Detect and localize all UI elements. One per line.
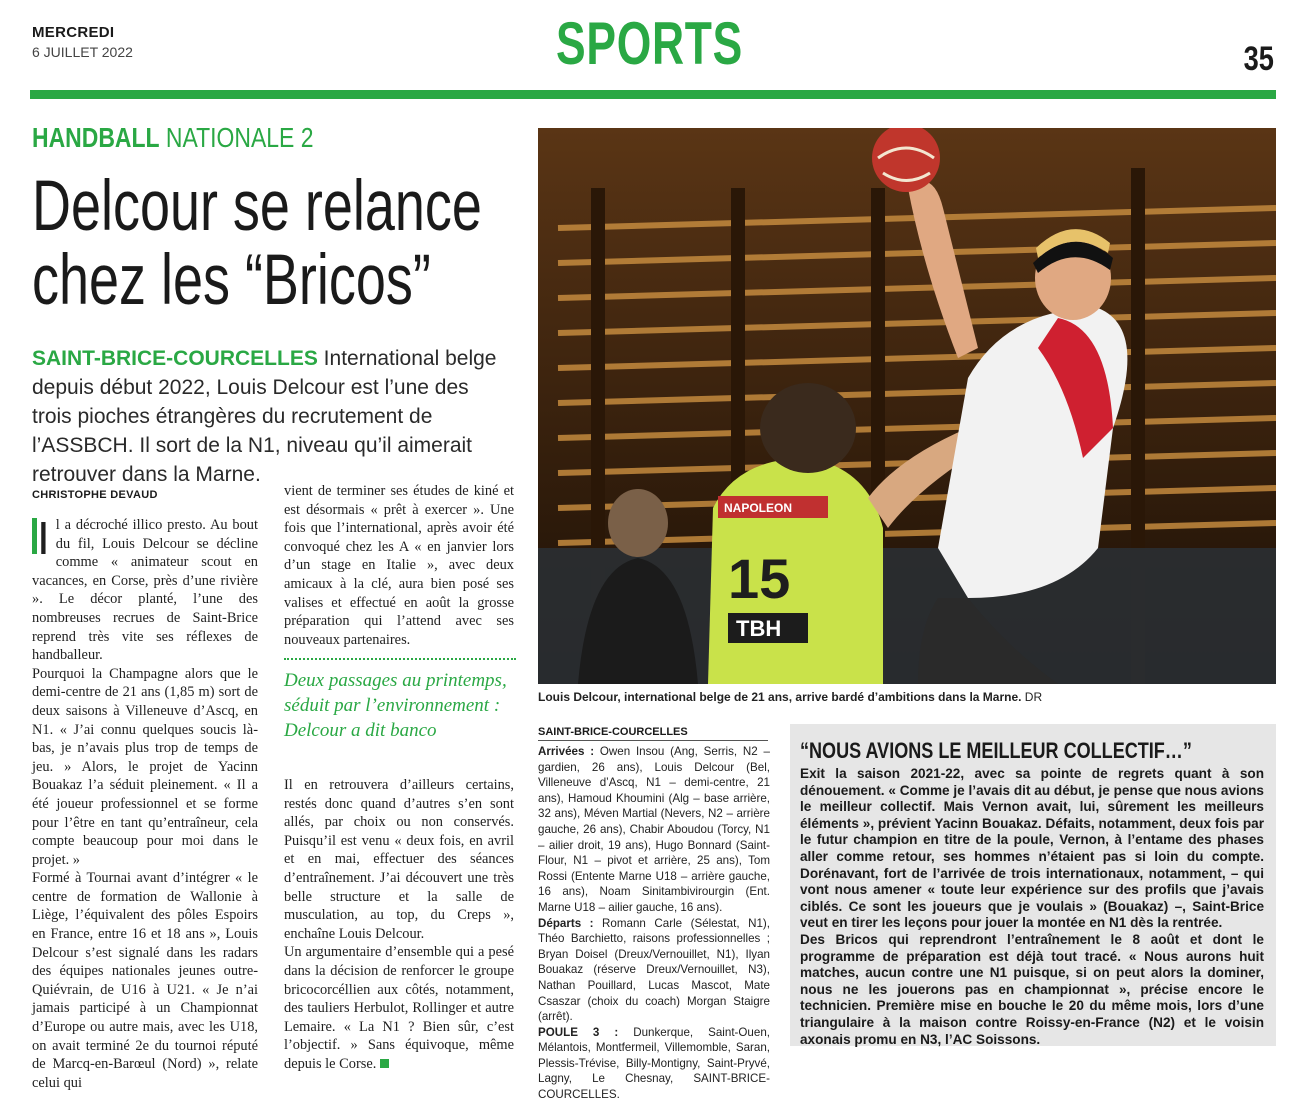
body-column-2-bottom — [284, 776, 514, 1074]
box-paragraph: Exit la saison 2021-22, avec sa pointe de regrets quant à son dénouement. « Comme je l’avais dit au début, je pense que nous avions le meilleur collectif. Mais Vernon avait, lui, sûrement les meilleurs éléments », prévient Yacinn Bouakaz. Défaits, notamment, deux fois par le futur champion en titre de la poule, Vernon, à l’entame des phases aller comme retour, ses hommes n’étaient pas si loin du compte. Dorénavant, fort de l’arrivée de trois internationaux, notamment, – qui vont nous amener « toute leur expérience sur des profils que j’avais ciblés. Ce sont les joueurs que je voulais » (Bouakaz) –, Saint-Brice veut en tirer les leçons pour jouer la montée en N1 dès la rentrée. — [800, 766, 1264, 931]
article-lead — [32, 344, 502, 489]
caption-text: Louis Delcour, international belge de 21 ans, arrive bardé d’ambitions dans la Marne. — [538, 690, 1022, 704]
pool-label: POULE 3 : — [538, 1025, 619, 1039]
body-column-1 — [32, 512, 258, 1092]
section-title: SPORTS — [556, 10, 744, 77]
jersey-sponsor: TBH — [736, 616, 782, 641]
header-day: MERCREDI — [32, 24, 115, 41]
paragraph: Il en retrouvera d’ailleurs certains, restés donc quand d’autres s’en sont allés, par choix ou non conservés. Puisqu’il est venu « deux fois, en avril et en mai, effectuer des séances d’entraînement. J’ai découvert une très belle structure et la salle de musculation, au top, du Creps », enchaîne Louis Delcour. — [284, 777, 514, 942]
arrivals-label: Arrivées : — [538, 745, 595, 758]
departures-label: Départs : — [538, 916, 594, 930]
article-headline — [32, 167, 488, 320]
transfers-title: SAINT-BRICE-COURCELLES — [538, 726, 768, 741]
header-rule — [30, 90, 1276, 99]
box-body — [800, 766, 1264, 1048]
pool-text: Dunkerque, Saint-Ouen, Mélantois, Montfermeil, Villemomble, Saran, Plessis-Trévise, Billy-Montigny, Saint-Pryvé, Lagny, Le Chesnay, SAINT-BRICE-COURCELLES. — [538, 1025, 770, 1102]
lead-text: International belge depuis début 2022, Louis Delcour est l’une des trois pioches étrangères du recrutement de l’ASSBCH. Il sort de la N1, niveau qu’il aimerait retrouver dans la Marne. — [32, 347, 497, 486]
article-kicker — [32, 122, 314, 154]
headline-line-1: Delcour se relance — [32, 167, 482, 246]
kicker-league: NATIONALE 2 — [159, 122, 314, 153]
kicker-sport: HANDBALL — [32, 122, 160, 153]
drop-cap: I — [32, 518, 50, 558]
transfers-list — [538, 744, 770, 1103]
body-column-2-top — [284, 482, 514, 649]
departures — [538, 916, 770, 1025]
article-subhead: Deux passages au printemps, séduit par l’environnement : Delcour a dit banco — [284, 658, 516, 743]
article-author: CHRISTOPHE DEVAUD — [32, 489, 158, 501]
jersey-number: 15 — [728, 547, 791, 610]
header-date: 6 JUILLET 2022 — [32, 44, 133, 60]
drop-cap-bar — [32, 518, 37, 554]
page-number: 35 — [1243, 40, 1274, 78]
departures-text: Romann Carle (Sélestat, N1), Théo Barchietto, raisons professionnelles ; Bryan Doisel (Dreux/Vernouillet, N1), Ilyan Bouakaz (réserve Dreux/Vernouillet, N3), Nathan Pouillard, Lucas Mascot, Mate Csaszar (choix du coach) Morgan Staigre (arrêt). — [538, 916, 770, 1024]
paragraph: Formé à Tournai avant d’intégrer « le centre de formation de Wallonie à Liège, l’équivalent des pôles Espoirs en France, entre 16 et 18 ans », Louis Delcour s’est signalé dans les radars des équipes nationales jeunes outre-Quiévrain, de U16 à U21. « Je n’ai jamais participé à un Championnat d’Europe ou autre mais, avec les U18, on avait terminé 2e du tournoi réputé de Marcq-en-Barœul (Nord) », relate celui qui — [32, 870, 258, 1091]
col1-p1: l a décroché illico presto. Au bout du fil, Louis Delcour se décline comme « animateur scout en vacances, en Corse, près d’une rivière ». Le décor planté, l’une des nombreuses recrues de Saint-Brice reprend très vite ses réflexes de handballeur. — [32, 517, 258, 664]
article-photo — [538, 128, 1276, 684]
box-title: “NOUS AVIONS LE MEILLEUR COLLECTIF…” — [800, 738, 1192, 763]
paragraph: vient de terminer ses études de kiné et est désormais « prêt à exercer ». Une fois que l’international, après avoir été convoqué chez les A « en janvier lors d’un stage en Italie », avec deux amicaux à la clé, aura bien posé ses valises et effectué en août la grosse préparation qui l’attend avec ses nouveaux partenaires. — [284, 483, 514, 648]
last-paragraph-text: Un argumentaire d’ensemble qui a pesé dans la décision de renforcer le groupe bricocorcéllien aux côtés, notamment, des tauliers Herbulot, Rollinger et autre Lemaire. « La N1 ? Bien sûr, c’est l’objectif. » Sans équivoque, même depuis le Corse. — [284, 944, 514, 1072]
pool — [538, 1025, 770, 1103]
photo-caption — [538, 690, 1276, 704]
headline-line-2: chez les “Bricos” — [32, 241, 431, 320]
handball-action-illustration — [538, 128, 1276, 684]
paragraph — [32, 512, 258, 665]
box-paragraph: Des Bricos qui reprendront l’entraînement le 8 août et dont le programme de préparation est déjà tout tracé. « Nous aurons huit matches, aucun contre une N1 puisque, si on peut alors la dominer, nous ne les jouerons pas en championnat », précise encore le technicien. Première mise en bouche le 20 du même mois, lors d’une triangulaire à la maison contre Roissy-en-France (N2) et le voisin axonais promu en N3, l’AC Soissons. — [800, 931, 1264, 1047]
end-mark-icon — [380, 1059, 389, 1068]
paragraph — [284, 943, 514, 1073]
arrivals — [538, 744, 770, 916]
paragraph: Pourquoi la Champagne alors que le demi-centre de 21 ans (1,85 m) sort de deux saisons à Villeneuve d’Ascq, en N1. « J’ai connu quelques soucis là-bas, je n’avais plus trop de temps de jeu. » Alors, le projet de Yacinn Bouakaz l’a séduit pleinement. « Il a été joueur professionnel et se forme pour l’être en tant qu’entraîneur, cela compte beaucoup pour moi dans le projet. » — [32, 665, 258, 868]
arrivals-text: Owen Insou (Ang, Serris, N2 – gardien, 26 ans), Louis Delcour (Bel, Villeneuve d’Ascq, N1 – demi-centre, 21 ans), Hamoud Khoumini (Alg – base arrière, 32 ans), Méven Martial (Nevers, N2 – arrière gauche, 26 ans), Chabir Aboudou (Torcy, N1 – ailier droit, 19 ans), Hugo Bonnard (Saint-Flour, N1 – pivot et arrière, 25 ans), Tom Rossi (Entente Marne U18 – arrière gauche, 16 ans), Noam Sinitambivirourgin (Ent. Marne U18 – ailier gauche, 16 ans). — [538, 745, 770, 914]
caption-credit: DR — [1021, 690, 1043, 704]
jersey-top-text: NAPOLEON — [724, 501, 793, 515]
lead-location: SAINT-BRICE-COURCELLES — [32, 347, 318, 370]
